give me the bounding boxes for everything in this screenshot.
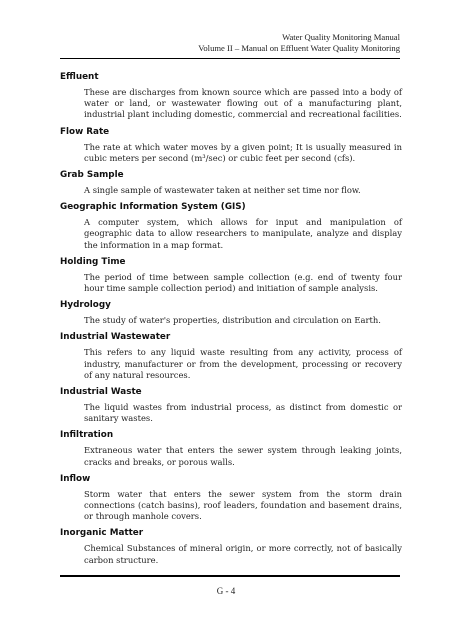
glossary-entry-holding-time: [60, 251, 402, 294]
running-header: [198, 32, 400, 54]
glossary-definition: A single sample of wastewater taken at neither set time nor flow.: [84, 185, 361, 196]
glossary-definition: The liquid wastes from industrial process, as distinct from domestic or sanitary wastes.: [84, 402, 402, 424]
glossary-term: Holding Time: [60, 256, 126, 267]
glossary-term: Industrial Wastewater: [60, 332, 171, 343]
header-divider: [60, 58, 400, 59]
glossary-term: Flow Rate: [60, 126, 110, 137]
glossary-entry-inorganic-matter: [60, 522, 402, 565]
glossary-entry-industrial-wastewater: [60, 326, 402, 381]
glossary-definition: This refers to any liquid waste resulting from any activity, process of industry, manufacturer or from the development, processing or recovery of any natural resources.: [84, 347, 402, 380]
glossary-definition: Storm water that enters the sewer system from the storm drain connections (catch basins), roof leaders, foundation and basement drains, or through manhole covers.: [84, 488, 402, 522]
header-volume-title: Volume II – Manual on Effluent Water Quality Monitoring: [198, 43, 400, 53]
glossary-definition: These are discharges from known source which are passed into a body of water or land, or wastewater flowing out of a manufacturing plant, industrial plant including domestic, commercial and recreational facilities.: [84, 87, 402, 120]
glossary-definition: Chemical Substances of mineral origin, or more correctly, not of basically carbon structure.: [84, 543, 402, 565]
glossary-definition: The study of water's properties, distribution and circulation on Earth.: [84, 315, 381, 326]
glossary-term: Industrial Waste: [60, 387, 142, 398]
glossary-entry-industrial-waste: [60, 381, 402, 424]
glossary-entry-hydrology: [60, 294, 402, 326]
glossary-definition: Extraneous water that enters the sewer system through leaking joints, cracks and breaks, or porous walls.: [84, 445, 402, 467]
glossary-entry-effluent: [60, 66, 402, 121]
glossary-definition: A computer system, which allows for input and manipulation of geographic data to allow researchers to manipulate, analyze and display the information in a map format.: [84, 217, 402, 250]
glossary-entry-gis: [60, 196, 402, 251]
glossary-entry-flow-rate: [60, 121, 402, 164]
glossary-entry-grab-sample: [60, 164, 402, 196]
glossary-term: Geographic Information System (GIS): [60, 202, 246, 213]
glossary-definition: The period of time between sample collection (e.g. end of twenty four hour time sample collection period) and initiation of sample analysis.: [84, 271, 402, 294]
glossary-entry-inflow: [60, 468, 402, 523]
glossary-term: Grab Sample: [60, 170, 124, 181]
glossary-term: Inflow: [60, 473, 91, 484]
page-number: G - 4: [216, 586, 236, 596]
header-manual-title: Water Quality Monitoring Manual: [282, 32, 400, 42]
glossary-term: Inorganic Matter: [60, 528, 144, 539]
footer-divider: [60, 575, 400, 577]
glossary-term: Hydrology: [60, 300, 111, 311]
glossary-definition: The rate at which water moves by a given point; It is usually measured in cubic meters per second (m³/sec) or cubic feet per second (cfs).: [84, 141, 402, 163]
glossary-term: Effluent: [60, 72, 99, 82]
glossary-list: [60, 66, 402, 566]
glossary-entry-infiltration: [60, 424, 402, 467]
glossary-term: Infiltration: [60, 430, 114, 441]
